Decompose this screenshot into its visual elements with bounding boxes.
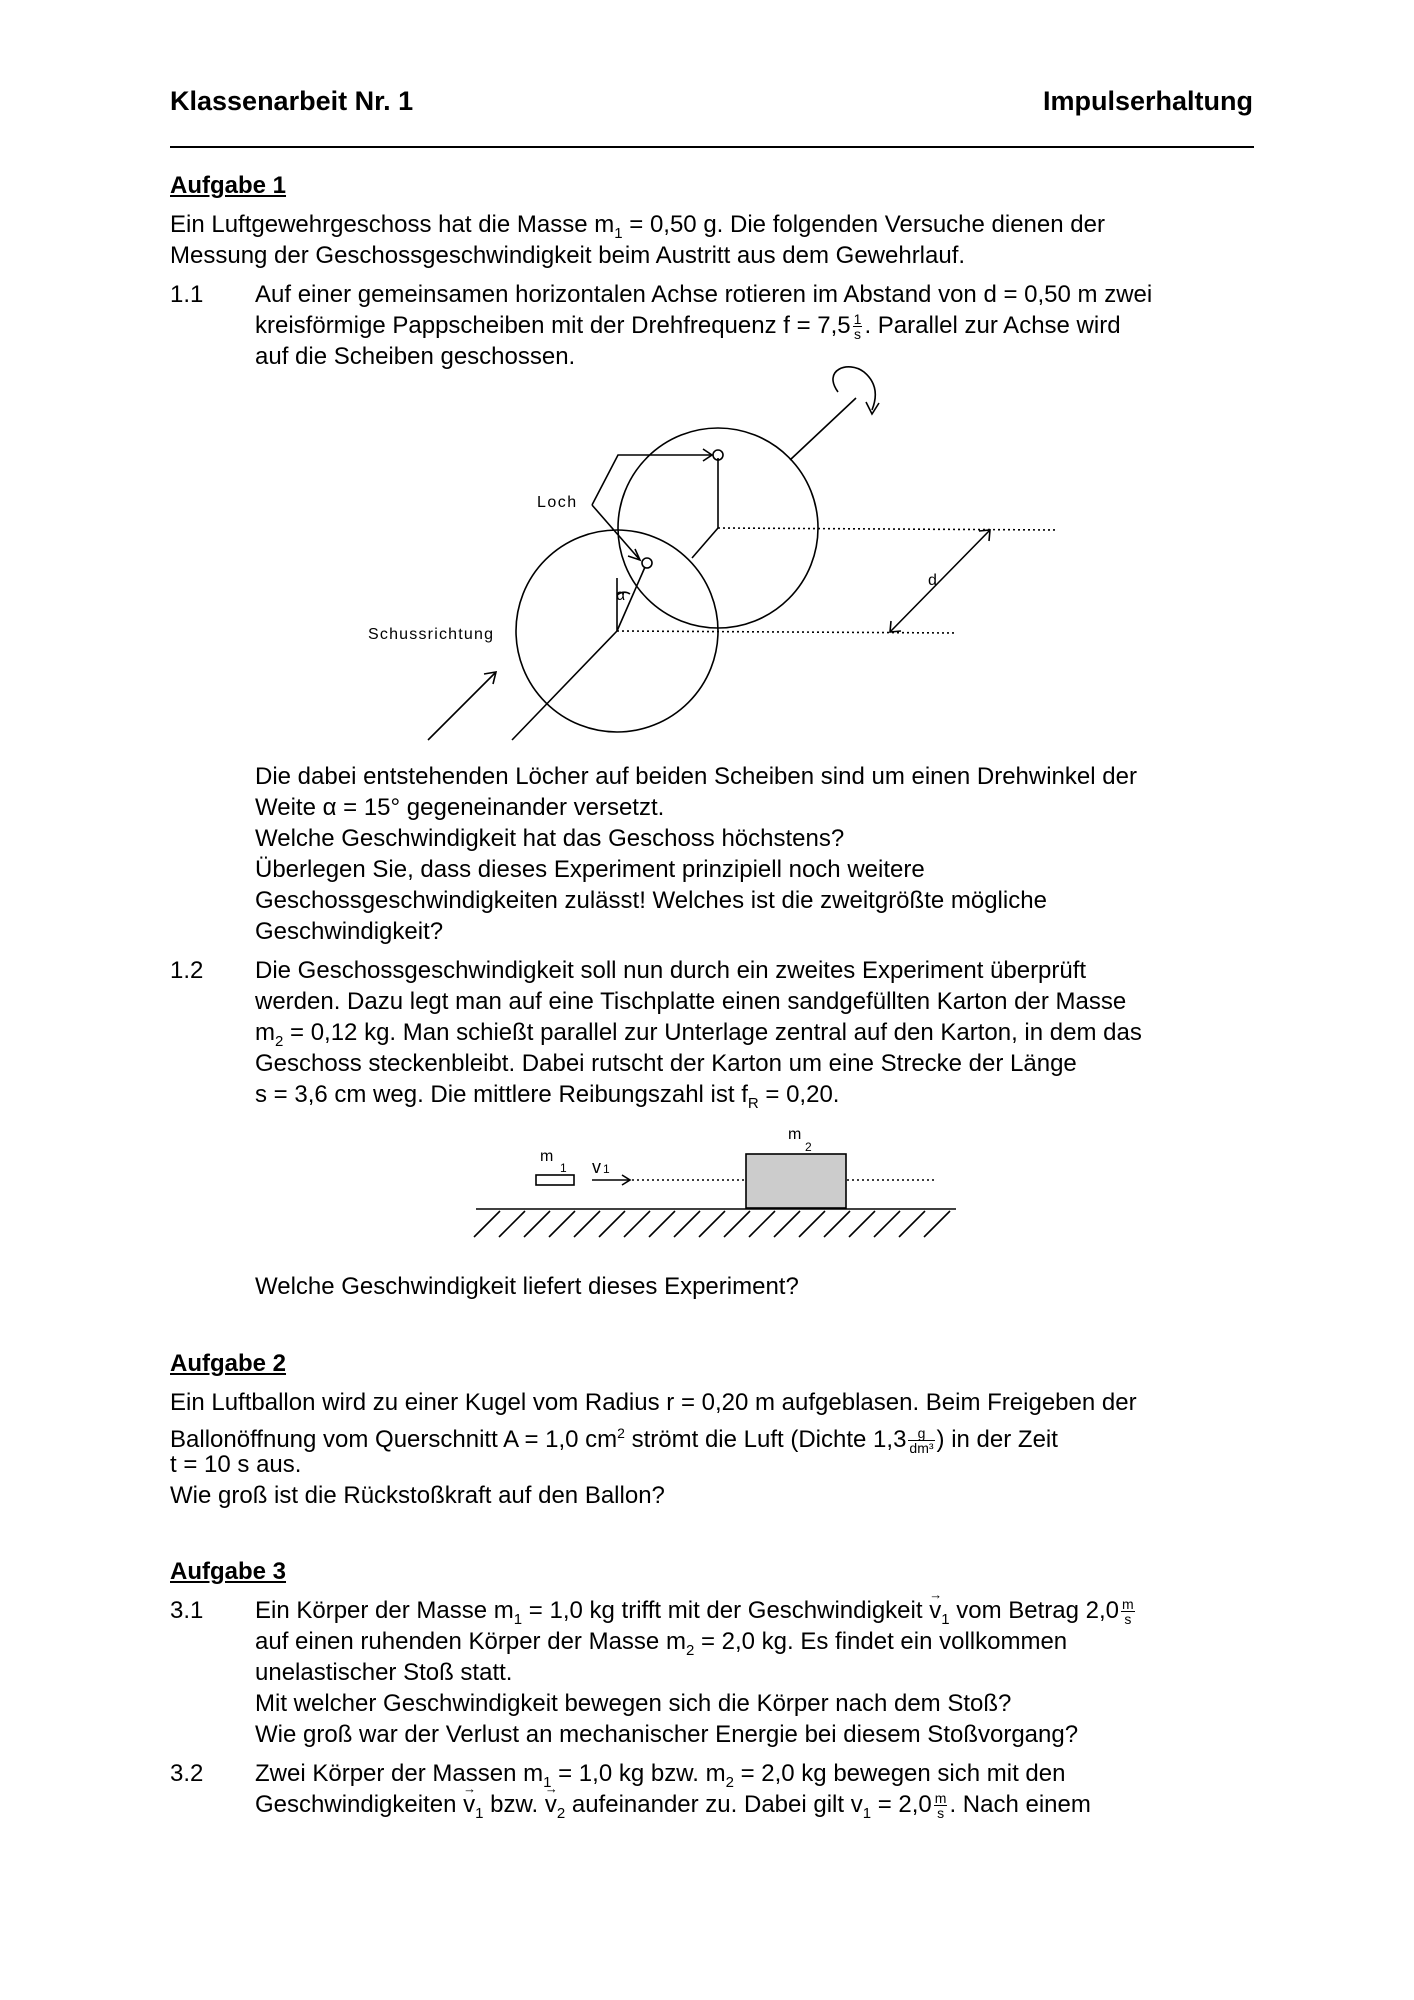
hatch-line bbox=[749, 1211, 775, 1237]
task-1-intro-line-1: Ein Luftgewehrgeschoss hat die Masse $m_1 = 0,50$ g. Die folgenden Versuche dienen der bbox=[170, 211, 1105, 242]
task-2-line-4: Wie groß ist die Rückstoßkraft auf den Ballon? bbox=[170, 1482, 665, 1509]
subtask-1-1-after-2: Weite α = 15° gegeneinander versetzt. bbox=[255, 794, 665, 821]
hatch-line bbox=[774, 1211, 800, 1237]
subtask-3-1-number: 3.1 bbox=[170, 1597, 204, 1624]
task-1-heading: Aufgabe 1 bbox=[170, 172, 287, 199]
hatch-line bbox=[849, 1211, 875, 1237]
document-title: Klassenarbeit Nr. 1 bbox=[170, 86, 414, 116]
subtask-1-2-question: Welche Geschwindigkeit liefert dieses Experiment? bbox=[255, 1273, 799, 1300]
hatch-line bbox=[674, 1211, 700, 1237]
task-2-line-1: Ein Luftballon wird zu einer Kugel vom Radius r = 0,20 m aufgeblasen. Beim Freigeben der bbox=[170, 1389, 1137, 1416]
task-2-line-2: Ballonöffnung vom Querschnitt A = 1,0 $cm^2$ strömt die Luft (Dichte 1,3 $\frac{g}{\text{dm³}}$ ) in der Zeit bbox=[170, 1425, 1058, 1457]
subtask-1-2-line-5: s = 3,6 cm weg. Die mittlere Reibungszahl ist $f_R = 0,20$. bbox=[255, 1081, 840, 1112]
subtask-1-2-line-1: Die Geschossgeschwindigkeit soll nun durch ein zweites Experiment überprüft bbox=[255, 957, 1087, 984]
hatch-line bbox=[824, 1211, 850, 1237]
label-m2: m bbox=[788, 1126, 802, 1143]
hatch-line bbox=[474, 1211, 500, 1237]
hatch-line bbox=[724, 1211, 750, 1237]
subtask-3-1-line-1: Ein Körper der Masse $m_1 = 1,0$ kg trifft mit der Geschwindigkeit → $v_1$ vom Betrag 2,0 $\frac{m}{s}$ bbox=[255, 1595, 1137, 1635]
vector-v1-b: → $v_1$ bbox=[463, 1789, 483, 1829]
label-alpha: α bbox=[616, 587, 626, 604]
subtask-1-1-after-5: Geschossgeschwindigkeiten zulässt! Welches ist die zweitgrößte mögliche bbox=[255, 887, 1047, 914]
table-hatching bbox=[474, 1211, 950, 1237]
hatch-line bbox=[899, 1211, 925, 1237]
fraction-1-over-s: $\frac{1}{s}$ bbox=[853, 311, 862, 343]
hatch-line bbox=[699, 1211, 725, 1237]
subtask-1-1-after-6: Geschwindigkeit? bbox=[255, 918, 444, 945]
subtask-3-1-line-2: auf einen ruhenden Körper der Masse $m_2 = 2,0$ kg. Es findet ein vollkommen bbox=[255, 1628, 1068, 1659]
hatch-line bbox=[599, 1211, 625, 1237]
task-1-intro-line-2: Messung der Geschossgeschwindigkeit beim Austritt aus dem Gewehrlauf. bbox=[170, 242, 966, 269]
box-m2 bbox=[746, 1154, 846, 1208]
subtask-1-2-line-2: werden. Dazu legt man auf eine Tischplatte einen sandgefüllten Karton der Masse bbox=[255, 988, 1127, 1015]
subtask-1-1-after-3: Welche Geschwindigkeit hat das Geschoss höchstens? bbox=[255, 825, 845, 852]
subtask-3-2-line-1: Zwei Körper der Massen $m_1 = 1,0$ kg bzw. $m_2 = 2,0$ kg bewegen sich mit den bbox=[255, 1760, 1066, 1791]
projectile-m1 bbox=[536, 1175, 574, 1185]
subtask-1-1-after-4: Überlegen Sie, dass dieses Experiment prinzipiell noch weitere bbox=[255, 856, 925, 883]
subtask-3-2-line-2: Geschwindigkeiten → $v_1$ bzw. → $v_2$ aufeinander zu. Dabei gilt $v_1 = 2,0$ $\frac{m}{s}$ . Nach einem bbox=[255, 1789, 1091, 1829]
label-m1: m bbox=[540, 1148, 554, 1165]
fraction-m-over-s-2: $\frac{m}{s}$ bbox=[934, 1790, 947, 1822]
label-m1-sub: 1 bbox=[560, 1161, 567, 1175]
hatch-line bbox=[874, 1211, 900, 1237]
label-m2-sub: 2 bbox=[805, 1140, 812, 1154]
subtask-1-1-line-3: auf die Scheiben geschossen. bbox=[255, 343, 576, 370]
hatch-line bbox=[524, 1211, 550, 1237]
hatch-line bbox=[624, 1211, 650, 1237]
hatch-line bbox=[649, 1211, 675, 1237]
label-v1: v bbox=[592, 1157, 601, 1177]
hatch-line bbox=[924, 1211, 950, 1237]
subtask-1-2-line-3: $m_2 = 0,12$ kg. Man schießt parallel zur Unterlage zentral auf den Karton, in dem das bbox=[255, 1019, 1142, 1050]
fraction-m-over-s: $\frac{m}{s}$ bbox=[1121, 1596, 1134, 1628]
document-topic: Impulserhaltung bbox=[1042, 86, 1253, 116]
task-2-heading: Aufgabe 2 bbox=[170, 1350, 287, 1377]
hatch-line bbox=[549, 1211, 575, 1237]
subtask-1-1-line-2: kreisförmige Pappscheiben mit der Drehfrequenz f = 7,5 $\frac{1}{s}$ . Parallel zur Achse wird bbox=[255, 311, 1121, 343]
subtask-3-2-number: 3.2 bbox=[170, 1760, 204, 1787]
subtask-1-1-line-1: Auf einer gemeinsamen horizontalen Achse rotieren im Abstand von d = 0,50 m zwei bbox=[255, 281, 1153, 308]
label-schussrichtung: Schussrichtung bbox=[368, 626, 495, 643]
label-loch: Loch bbox=[537, 494, 578, 511]
task-3-heading: Aufgabe 3 bbox=[170, 1558, 287, 1585]
subtask-3-1-line-3: unelastischer Stoß statt. bbox=[255, 1659, 513, 1686]
vector-v2: → $v_2$ bbox=[545, 1789, 565, 1829]
subtask-3-1-line-4: Mit welcher Geschwindigkeit bewegen sich die Körper nach dem Stoß? bbox=[255, 1690, 1012, 1717]
hatch-line bbox=[799, 1211, 825, 1237]
hatch-line bbox=[499, 1211, 525, 1237]
subtask-1-2-number: 1.2 bbox=[170, 957, 204, 984]
vector-v1: → $v_1$ bbox=[929, 1595, 949, 1635]
subtask-1-2-line-4: Geschoss steckenbleibt. Dabei rutscht der Karton um eine Strecke der Länge bbox=[255, 1050, 1077, 1077]
hatch-line bbox=[574, 1211, 600, 1237]
fraction-g-over-dm3: $\frac{g}{\text{dm³}}$ bbox=[909, 1425, 934, 1457]
subtask-1-1-number: 1.1 bbox=[170, 281, 204, 308]
task-2-line-3: t = 10 s aus. bbox=[170, 1451, 302, 1478]
label-v1-sub: 1 bbox=[603, 1162, 610, 1176]
subtask-3-1-line-5: Wie groß war der Verlust an mechanischer Energie bei diesem Stoßvorgang? bbox=[255, 1721, 1079, 1748]
subtask-1-1-after-1: Die dabei entstehenden Löcher auf beiden Scheiben sind um einen Drehwinkel der bbox=[255, 763, 1137, 790]
label-d: d bbox=[928, 572, 937, 589]
